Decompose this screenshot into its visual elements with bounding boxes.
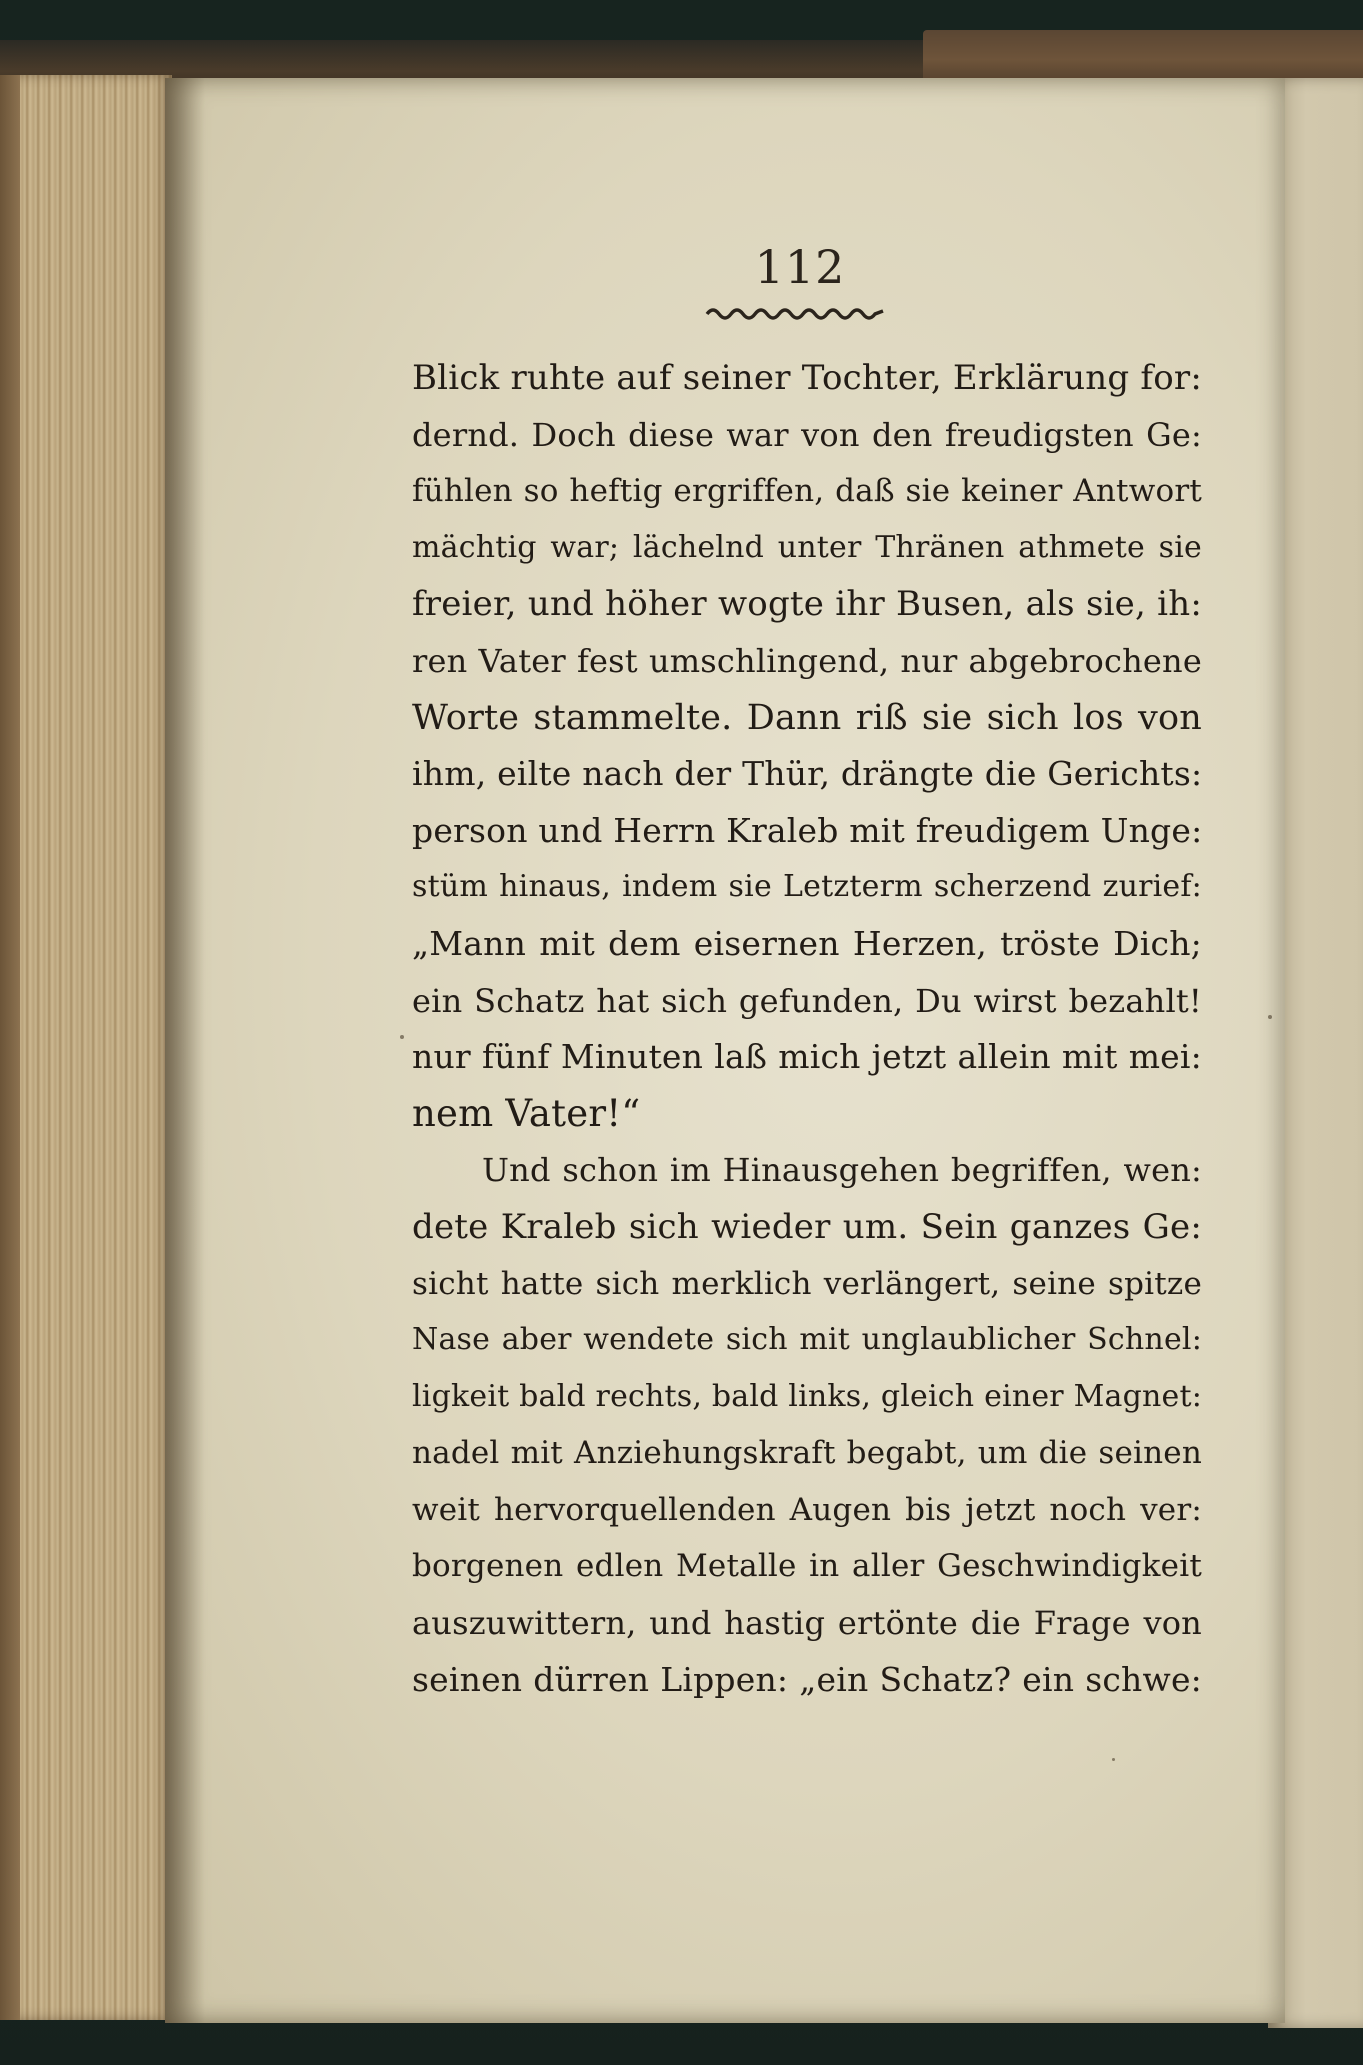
text-line: stüm hinaus, indem sie Letzterm scherzend zurief: — [412, 869, 1202, 905]
text-line: fühlen so heftig ergriffen, daß sie keiner Antwort — [412, 473, 1202, 510]
text-line: Nase aber wendete sich mit unglaublicher Schnel: — [412, 1322, 1202, 1358]
text-line: weit hervorquellenden Augen bis jetzt noch ver: — [412, 1491, 1202, 1528]
text-line: Blick ruhte auf seiner Tochter, Erklärung for: — [412, 358, 1202, 398]
page-number: 112 — [754, 240, 846, 294]
book-spine-edge — [0, 75, 20, 2020]
stacked-page-edges — [0, 75, 172, 2020]
text-line: Und schon im Hinausgehen begriffen, wen: — [482, 1151, 1202, 1190]
ink-speck — [1112, 1758, 1115, 1761]
text-line: ihm, eilte nach der Thür, drängte die Gerichts: — [412, 754, 1203, 794]
body-text — [412, 350, 1202, 1708]
gutter-shadow — [165, 78, 205, 2023]
text-line: person und Herrn Kraleb mit freudigem Unge: — [412, 810, 1203, 850]
text-line: borgenen edlen Metalle in aller Geschwindigkeit — [412, 1548, 1202, 1585]
text-line: nem Vater!“ — [412, 1091, 641, 1135]
text-line: „Mann mit dem eisernen Herzen, tröste Dich; — [412, 923, 1202, 963]
text-line: nur fünf Minuten laß mich jetzt allein mit mei: — [412, 1037, 1202, 1077]
text-line: mächtig war; lächelnd unter Thränen athmete sie — [412, 529, 1202, 565]
text-line: freier, und höher wogte ihr Busen, als sie, ih: — [412, 584, 1202, 625]
text-line: dete Kraleb sich wieder um. Sein ganzes Ge: — [412, 1206, 1202, 1247]
ink-speck — [400, 1035, 404, 1039]
text-line: Worte stammelte. Dann riß sie sich los von — [412, 697, 1202, 738]
text-line: dernd. Doch diese war von den freudigsten Ge: — [412, 415, 1202, 454]
wavy-ornament — [705, 302, 885, 322]
text-line: ligkeit bald rechts, bald links, gleich einer Magnet: — [412, 1378, 1203, 1414]
ink-speck — [1268, 1015, 1272, 1019]
text-line: ein Schatz hat sich gefunden, Du wirst bezahlt! — [412, 981, 1202, 1020]
text-line: ren Vater fest umschlingend, nur abgebrochene — [412, 641, 1202, 680]
text-line: seinen dürren Lippen: „ein Schatz? ein schwe: — [412, 1659, 1202, 1699]
text-line: auszuwittern, und hastig ertönte die Frage von — [412, 1604, 1202, 1643]
text-line: sicht hatte sich merklich verlängert, seine spitze — [412, 1265, 1202, 1302]
text-line: nadel mit Anziehungskraft begabt, um die seinen — [412, 1435, 1202, 1472]
